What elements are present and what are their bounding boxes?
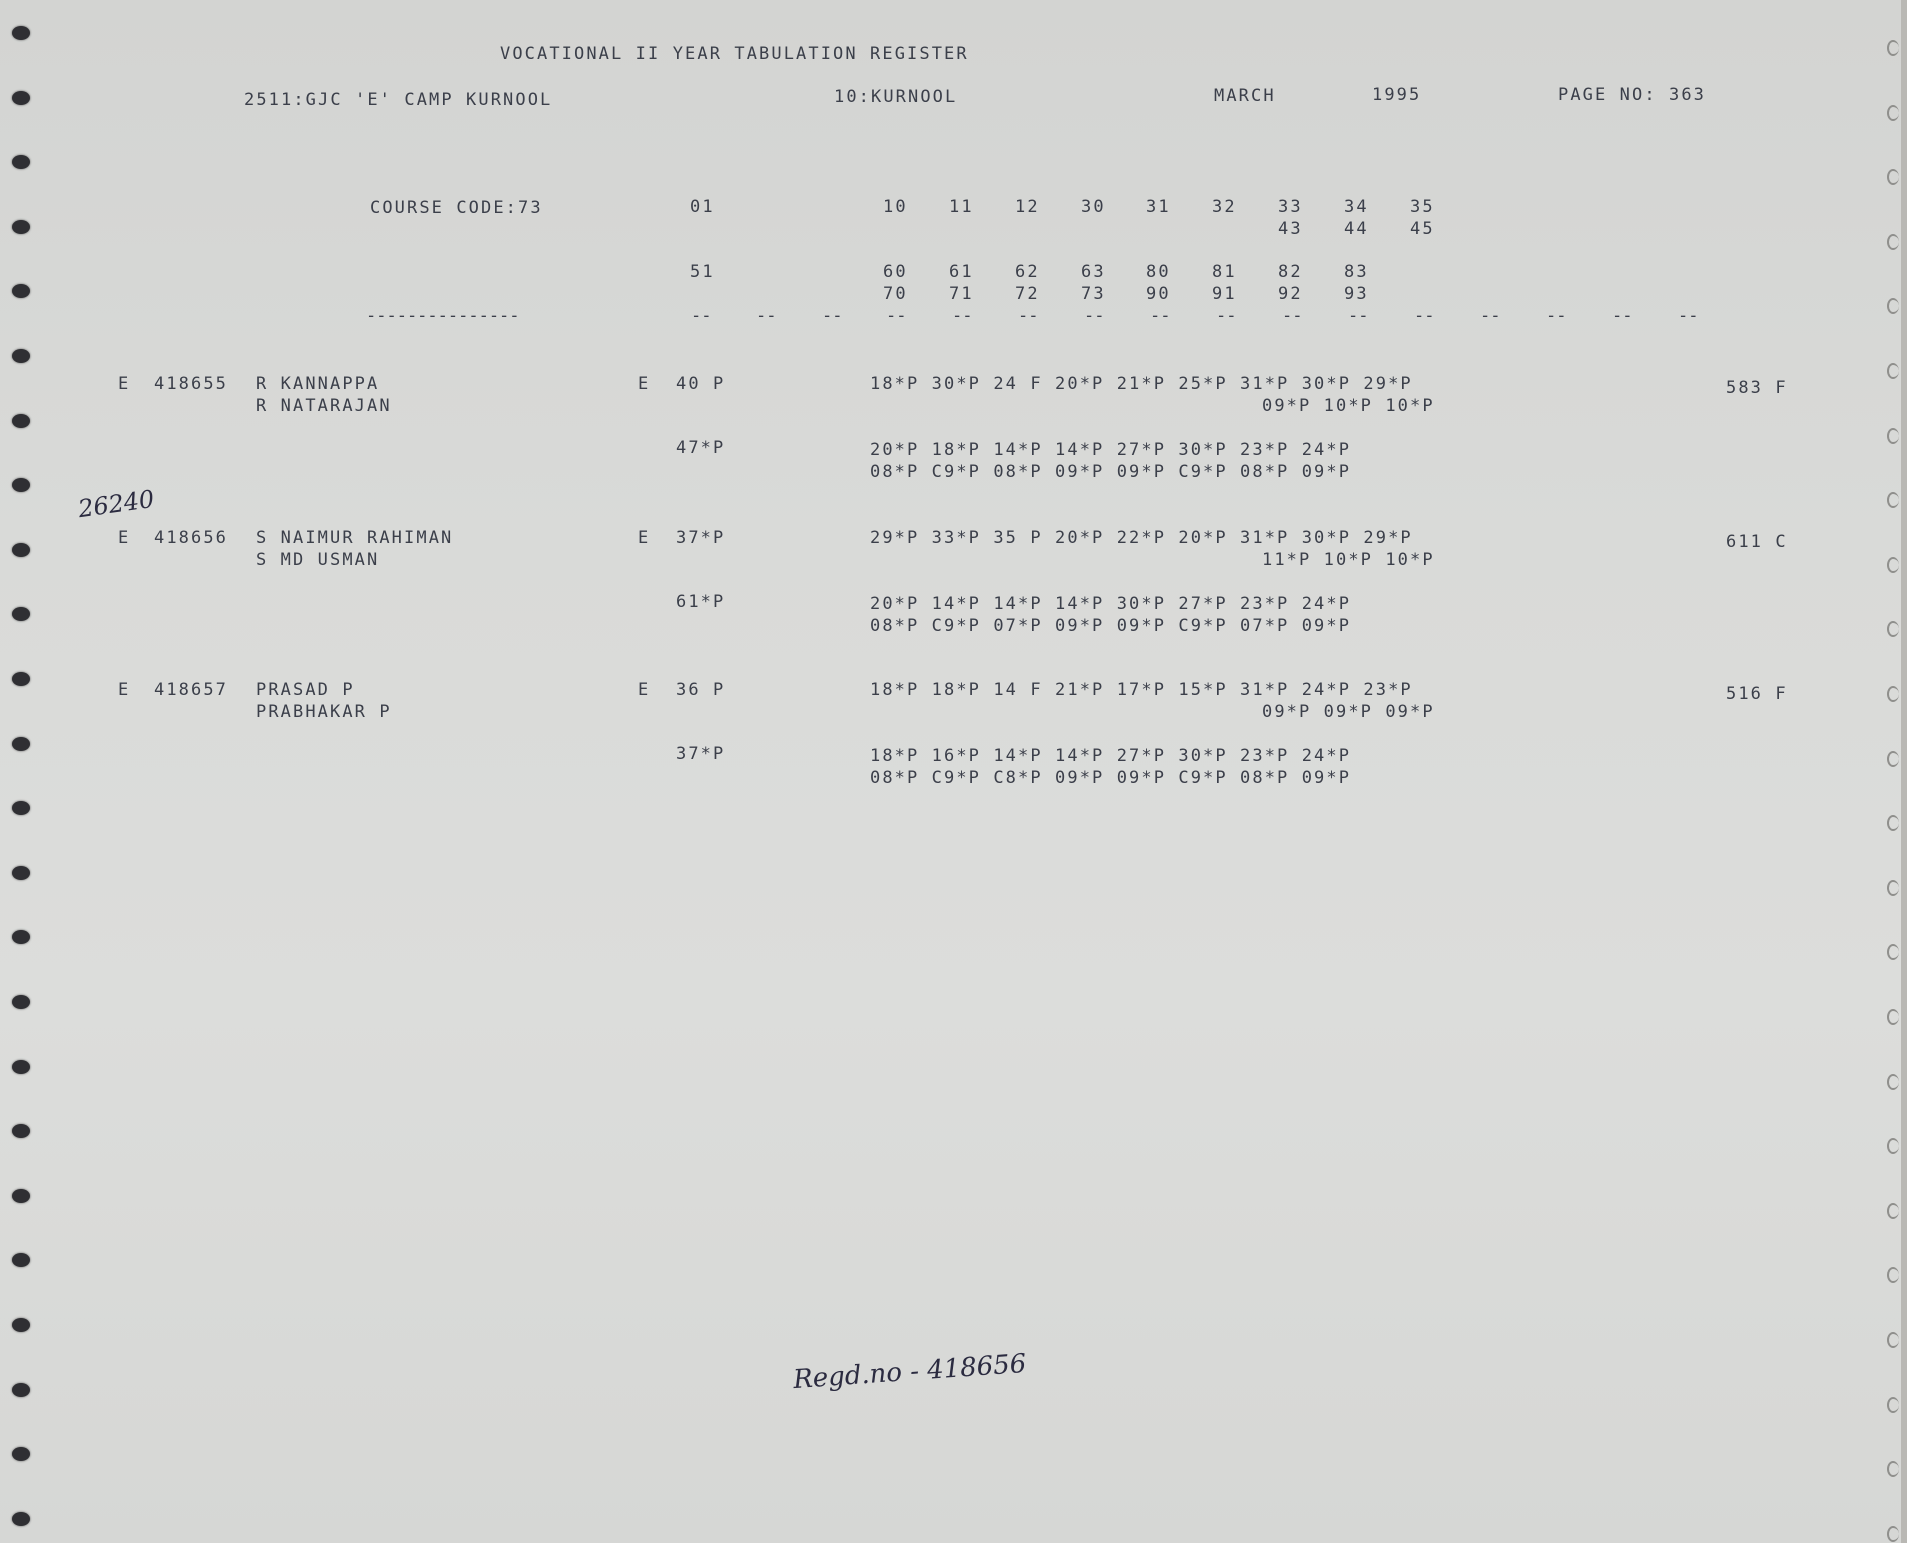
student-code: E: [118, 528, 131, 548]
total-result: 583 F: [1726, 378, 1788, 398]
column-dash: --: [691, 306, 712, 326]
subject-code: 30: [1081, 197, 1106, 217]
subject-code: 11: [949, 197, 974, 217]
exam-year: 1995: [1372, 85, 1422, 105]
feed-hole: [12, 1383, 30, 1397]
marks-line: 08*P C9*P 07*P 09*P 09*P C9*P 07*P 09*P: [870, 616, 1352, 636]
marks-line: 29*P 33*P 35 P 20*P 22*P 20*P 31*P 30*P 29*P: [870, 528, 1413, 548]
feed-hole: [1887, 1074, 1899, 1090]
feed-hole: [1887, 880, 1899, 896]
paper-edge: [1901, 0, 1907, 1543]
feed-hole: [1887, 492, 1899, 508]
hall-ticket-number: 418657: [154, 680, 229, 700]
father-name: R NATARAJAN: [256, 396, 392, 416]
feed-hole: [12, 737, 30, 751]
student-name: S NAIMUR RAHIMAN: [256, 528, 454, 548]
feed-hole: [1887, 363, 1899, 379]
feed-hole: [12, 349, 30, 363]
feed-hole: [12, 801, 30, 815]
subject-code: 43: [1278, 219, 1303, 239]
marks-line: 18*P 16*P 14*P 14*P 27*P 30*P 23*P 24*P: [870, 746, 1352, 766]
subject-code: 90: [1146, 284, 1171, 304]
exam-month: MARCH: [1214, 86, 1276, 106]
student-name: PRASAD P: [256, 680, 355, 700]
subject-code: 91: [1212, 284, 1237, 304]
total-result: 516 F: [1726, 684, 1788, 704]
column-dash: --: [1282, 306, 1303, 326]
feed-hole: [12, 1512, 30, 1526]
hall-ticket-number: 418655: [154, 374, 229, 394]
student-name: R KANNAPPA: [256, 374, 380, 394]
feed-hole: [1887, 40, 1899, 56]
feed-hole: [1887, 1203, 1899, 1219]
feed-hole: [12, 995, 30, 1009]
feed-hole: [12, 1124, 30, 1138]
feed-hole: [1887, 234, 1899, 250]
feed-hole: [1887, 1267, 1899, 1283]
subject-code: 83: [1344, 262, 1369, 282]
district-name: 10:KURNOOL: [834, 87, 958, 107]
subject-code: 81: [1212, 262, 1237, 282]
marks-line: 20*P 18*P 14*P 14*P 27*P 30*P 23*P 24*P: [870, 440, 1352, 460]
father-name: S MD USMAN: [256, 550, 380, 570]
medium: E: [638, 374, 651, 394]
marks-line: 08*P C9*P 08*P 09*P 09*P C9*P 08*P 09*P: [870, 462, 1352, 482]
feed-hole: [1887, 105, 1899, 121]
subject-code: 72: [1015, 284, 1040, 304]
page-number: PAGE NO: 363: [1558, 85, 1707, 105]
feed-hole: [12, 414, 30, 428]
feed-hole: [12, 478, 30, 492]
feed-hole: [12, 672, 30, 686]
father-name: PRABHAKAR P: [256, 702, 392, 722]
handwritten-margin-note: 26240: [76, 484, 156, 524]
feed-hole: [1887, 557, 1899, 573]
column-dash: --: [1612, 306, 1633, 326]
marks-line: 09*P 10*P 10*P: [1262, 396, 1435, 416]
feed-hole: [1887, 1009, 1899, 1025]
column-dash: --: [1018, 306, 1039, 326]
language-mark-2: 37*P: [676, 744, 726, 764]
subject-code: 62: [1015, 262, 1040, 282]
student-code: E: [118, 680, 131, 700]
course-underline: ---------------: [366, 306, 520, 326]
feed-hole: [1887, 944, 1899, 960]
subject-code: 31: [1146, 197, 1171, 217]
subject-code: 45: [1410, 219, 1435, 239]
feed-hole: [1887, 751, 1899, 767]
column-dash: --: [952, 306, 973, 326]
feed-hole: [12, 1253, 30, 1267]
subject-code: 35: [1410, 197, 1435, 217]
feed-hole: [12, 1189, 30, 1203]
column-dash: --: [1414, 306, 1435, 326]
column-dash: --: [1480, 306, 1501, 326]
column-dash: --: [1678, 306, 1699, 326]
feed-hole: [12, 543, 30, 557]
feed-hole: [12, 155, 30, 169]
column-dash: --: [886, 306, 907, 326]
marks-line: 18*P 30*P 24 F 20*P 21*P 25*P 31*P 30*P 29*P: [870, 374, 1413, 394]
feed-hole: [1887, 428, 1899, 444]
subject-code: 33: [1278, 197, 1303, 217]
marks-line: 18*P 18*P 14 F 21*P 17*P 15*P 31*P 24*P 23*P: [870, 680, 1413, 700]
subject-code: 32: [1212, 197, 1237, 217]
column-dash: --: [1546, 306, 1567, 326]
feed-hole: [12, 866, 30, 880]
medium: E: [638, 528, 651, 548]
handwritten-reg-number: Regd.no - 418656: [792, 1348, 1028, 1396]
language-mark: 36 P: [676, 680, 726, 700]
column-dash: --: [1348, 306, 1369, 326]
feed-hole: [12, 220, 30, 234]
feed-hole: [1887, 1397, 1899, 1413]
course-code: COURSE CODE:73: [370, 198, 543, 218]
feed-hole: [1887, 1332, 1899, 1348]
feed-hole: [12, 284, 30, 298]
feed-hole: [1887, 1138, 1899, 1154]
subject-code-first: 01: [690, 197, 715, 217]
subject-code: 92: [1278, 284, 1303, 304]
feed-hole: [12, 26, 30, 40]
student-code: E: [118, 374, 131, 394]
column-dash: --: [1150, 306, 1171, 326]
medium: E: [638, 680, 651, 700]
language-mark: 40 P: [676, 374, 726, 394]
subject-code: 34: [1344, 197, 1369, 217]
marks-line: 20*P 14*P 14*P 14*P 30*P 27*P 23*P 24*P: [870, 594, 1352, 614]
subject-code: 70: [883, 284, 908, 304]
subject-code: 82: [1278, 262, 1303, 282]
feed-hole: [1887, 1526, 1899, 1542]
subject-code: 60: [883, 262, 908, 282]
subject-code: 12: [1015, 197, 1040, 217]
subject-code: 71: [949, 284, 974, 304]
column-dash: --: [822, 306, 843, 326]
feed-hole: [1887, 1461, 1899, 1477]
total-result: 611 C: [1726, 532, 1788, 552]
feed-hole: [12, 1060, 30, 1074]
feed-hole: [12, 1447, 30, 1461]
marks-line: 09*P 09*P 09*P: [1262, 702, 1435, 722]
feed-hole: [1887, 298, 1899, 314]
column-dash: --: [1084, 306, 1105, 326]
marks-line: 08*P C9*P C8*P 09*P 09*P C9*P 08*P 09*P: [870, 768, 1352, 788]
subject-code: 80: [1146, 262, 1171, 282]
column-dash: --: [756, 306, 777, 326]
feed-hole: [12, 91, 30, 105]
feed-hole: [12, 930, 30, 944]
subject-code: 63: [1081, 262, 1106, 282]
subject-code: 10: [883, 197, 908, 217]
subject-code: 93: [1344, 284, 1369, 304]
college-name: 2511:GJC 'E' CAMP KURNOOL: [244, 90, 553, 110]
marks-line: 11*P 10*P 10*P: [1262, 550, 1435, 570]
feed-hole: [1887, 686, 1899, 702]
feed-hole: [1887, 169, 1899, 185]
subject-code: 61: [949, 262, 974, 282]
feed-hole: [1887, 621, 1899, 637]
hall-ticket-number: 418656: [154, 528, 229, 548]
subject-code: 73: [1081, 284, 1106, 304]
language-mark-2: 61*P: [676, 592, 726, 612]
language-mark-2: 47*P: [676, 438, 726, 458]
feed-hole: [12, 607, 30, 621]
feed-hole: [12, 1318, 30, 1332]
feed-hole: [1887, 815, 1899, 831]
subject-code-second: 51: [690, 262, 715, 282]
subject-code: 44: [1344, 219, 1369, 239]
register-title: VOCATIONAL II YEAR TABULATION REGISTER: [500, 44, 969, 64]
language-mark: 37*P: [676, 528, 726, 548]
column-dash: --: [1216, 306, 1237, 326]
